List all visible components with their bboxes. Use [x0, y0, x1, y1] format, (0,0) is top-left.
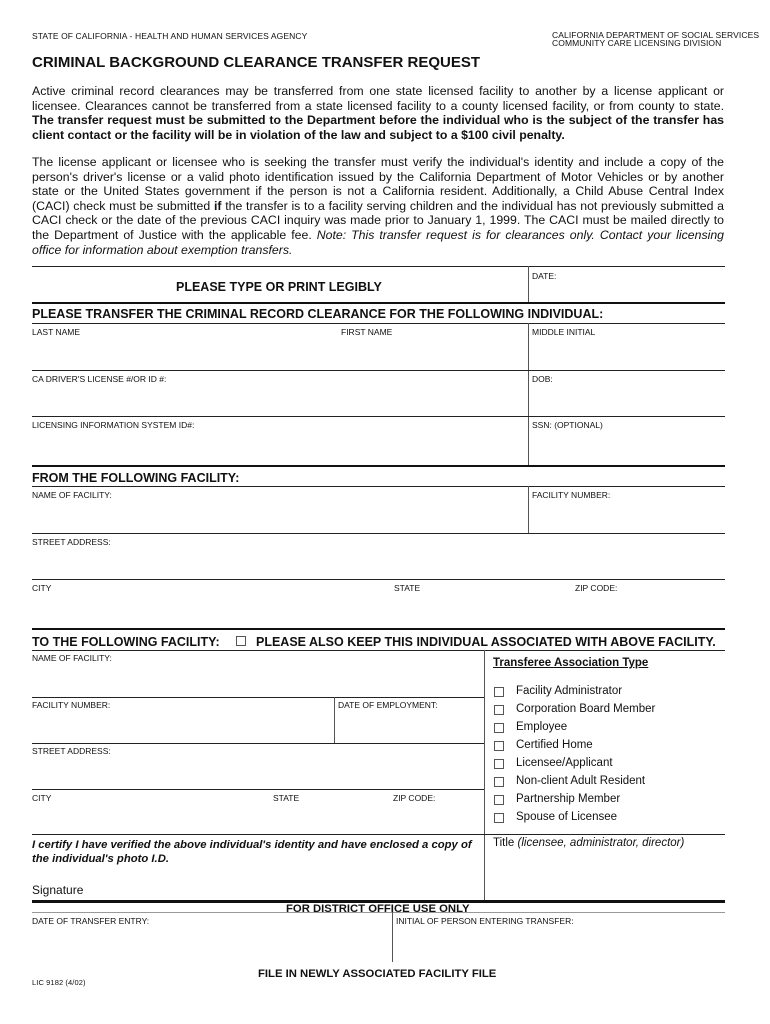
association-option: Corporation Board Member — [516, 703, 656, 715]
dob-label: DOB: — [532, 374, 553, 384]
last-name-input[interactable] — [32, 342, 336, 364]
from-facility-number-input[interactable] — [532, 506, 726, 528]
to-facility-number-input[interactable] — [32, 716, 331, 738]
keep-associated-label: PLEASE ALSO KEEP THIS INDIVIDUAL ASSOCIATED WITH ABOVE FACILITY. — [256, 635, 716, 649]
form-number: LIC 9182 (4/02) — [32, 978, 86, 987]
intro-note: Note: This transfer request is for clearances only. Contact your licensing office for information about exemption transfers. — [32, 227, 724, 257]
to-state-label: STATE — [273, 793, 300, 803]
from-facility-name-input[interactable] — [32, 506, 526, 528]
entry-initial-label: INITIAL OF PERSON ENTERING TRANSFER: — [396, 916, 574, 926]
from-facility-heading: FROM THE FOLLOWING FACILITY: — [32, 471, 240, 485]
to-street-input[interactable] — [32, 762, 481, 784]
transfer-entry-date-label: DATE OF TRANSFER ENTRY: — [32, 916, 150, 926]
intro-text: Active criminal record clearances may be transferred from one state licensed facility to another by a license applicant or licensee. Clearances cannot be transferred from a state licensed facility to a county licensed facility, or from county to state. — [32, 84, 724, 113]
employment-date-input[interactable] — [338, 716, 484, 738]
from-state-input[interactable] — [394, 598, 568, 620]
intro-paragraph-1 — [32, 84, 724, 142]
association-checkbox-non-client-adult-resident[interactable] — [494, 777, 504, 787]
association-checkbox-facility-administrator[interactable] — [494, 687, 504, 697]
to-zip-label: ZIP CODE: — [393, 793, 436, 803]
to-city-input[interactable] — [32, 808, 266, 830]
from-state-label: STATE — [394, 583, 421, 593]
from-city-label: CITY — [32, 583, 52, 593]
to-facility-name-label: NAME OF FACILITY: — [32, 653, 112, 663]
transfer-entry-date-input[interactable] — [32, 932, 386, 954]
middle-initial-label: MIDDLE INITIAL — [532, 327, 596, 337]
to-zip-input[interactable] — [393, 808, 484, 830]
intro-paragraph-2 — [32, 155, 724, 257]
association-checkbox-partnership-member[interactable] — [494, 795, 504, 805]
association-type-heading: Transferee Association Type — [493, 657, 649, 669]
from-street-label: STREET ADDRESS: — [32, 537, 111, 547]
title-hint: (licensee, administrator, director) — [517, 837, 685, 849]
signature-label: Signature — [32, 883, 84, 897]
keep-associated-checkbox[interactable] — [236, 636, 246, 646]
agency-name: STATE OF CALIFORNIA - HEALTH AND HUMAN SERVICES AGENCY — [32, 31, 308, 41]
employment-date-label: DATE OF EMPLOYMENT: — [338, 700, 438, 710]
to-facility-name-input[interactable] — [32, 670, 481, 692]
ssn-label: SSN: (OPTIONAL) — [532, 420, 603, 430]
middle-initial-input[interactable] — [532, 342, 726, 364]
signature-field[interactable] — [100, 874, 475, 896]
intro-emphasis: if — [213, 198, 222, 213]
print-legibly: PLEASE TYPE OR PRINT LEGIBLY — [176, 280, 382, 294]
drivers-license-input[interactable] — [32, 389, 526, 411]
ssn-input[interactable] — [532, 435, 726, 457]
lis-id-label: LICENSING INFORMATION SYSTEM ID#: — [32, 420, 195, 430]
last-name-label: LAST NAME — [32, 327, 81, 337]
from-zip-input[interactable] — [575, 598, 726, 620]
from-city-input[interactable] — [32, 598, 386, 620]
from-street-input[interactable] — [32, 553, 726, 575]
form-title: CRIMINAL BACKGROUND CLEARANCE TRANSFER REQUEST — [32, 54, 481, 71]
association-option: Certified Home — [516, 739, 593, 751]
association-option: Facility Administrator — [516, 685, 623, 697]
department-name — [552, 31, 759, 47]
from-facility-name-label: NAME OF FACILITY: — [32, 490, 112, 500]
date-input[interactable] — [562, 280, 726, 300]
title-label: Title — [493, 837, 515, 849]
to-state-input[interactable] — [273, 808, 387, 830]
association-checkbox-employee[interactable] — [494, 723, 504, 733]
department-line: CALIFORNIA DEPARTMENT OF SOCIAL SERVICES — [552, 30, 760, 40]
division-line: COMMUNITY CARE LICENSING DIVISION — [552, 38, 722, 48]
to-facility-number-label: FACILITY NUMBER: — [32, 700, 111, 710]
individual-heading: PLEASE TRANSFER THE CRIMINAL RECORD CLEARANCE FOR THE FOLLOWING INDIVIDUAL: — [32, 307, 604, 321]
title-field-label — [493, 837, 684, 849]
association-option: Partnership Member — [516, 793, 621, 805]
file-instruction: FILE IN NEWLY ASSOCIATED FACILITY FILE — [258, 968, 497, 980]
association-checkbox-certified-home[interactable] — [494, 741, 504, 751]
association-option: Spouse of Licensee — [516, 811, 618, 823]
district-office-use-heading: FOR DISTRICT OFFICE USE ONLY — [286, 903, 470, 915]
to-facility-heading: TO THE FOLLOWING FACILITY: — [32, 635, 220, 649]
to-city-label: CITY — [32, 793, 52, 803]
association-checkbox-corporation-board-member[interactable] — [494, 705, 504, 715]
from-zip-label: ZIP CODE: — [575, 583, 618, 593]
association-option: Licensee/Applicant — [516, 757, 613, 769]
certification-statement: I certify I have verified the above individual's identity and have enclosed a copy of the individual's photo I.D. — [32, 839, 472, 865]
date-label: DATE: — [532, 271, 557, 281]
to-street-label: STREET ADDRESS: — [32, 746, 111, 756]
drivers-license-label: CA DRIVER'S LICENSE #/OR ID #: — [32, 374, 167, 384]
title-input[interactable] — [493, 860, 726, 884]
entry-initial-input[interactable] — [396, 932, 726, 954]
association-option: Non-client Adult Resident — [516, 775, 646, 787]
dob-input[interactable] — [532, 389, 726, 411]
first-name-label: FIRST NAME — [341, 327, 393, 337]
first-name-input[interactable] — [341, 342, 525, 364]
intro-text: the transfer is to a facility serving children and the individual has not previously submitted a CACI check or the date of the previous CACI inquiry was made prior to January 1, 1999. The CACI must be mailed directly to the Department of Justice with the applicable fee. — [32, 198, 725, 242]
intro-text: The license applicant or licensee who is seeking the transfer must verify the individual's identity and include a copy of the person's driver's license or a valid photo identification issued by the California Department of Motor Vehicles or by another state or the United States government if the person is not a California resident. Additionally, a Child Abuse Central Index (CACI) check must be submitted — [32, 155, 724, 213]
association-checkbox-spouse-of-licensee[interactable] — [494, 813, 504, 823]
association-checkbox-licensee-applicant[interactable] — [494, 759, 504, 769]
intro-warning: The transfer request must be submitted to the Department before the individual who is the subject of the transfer has client contact or the facility will be in violation of the law and subject to a $100 civil penalty. — [32, 113, 724, 142]
association-option: Employee — [516, 721, 568, 733]
lis-id-input[interactable] — [32, 435, 526, 457]
from-facility-number-label: FACILITY NUMBER: — [532, 490, 611, 500]
